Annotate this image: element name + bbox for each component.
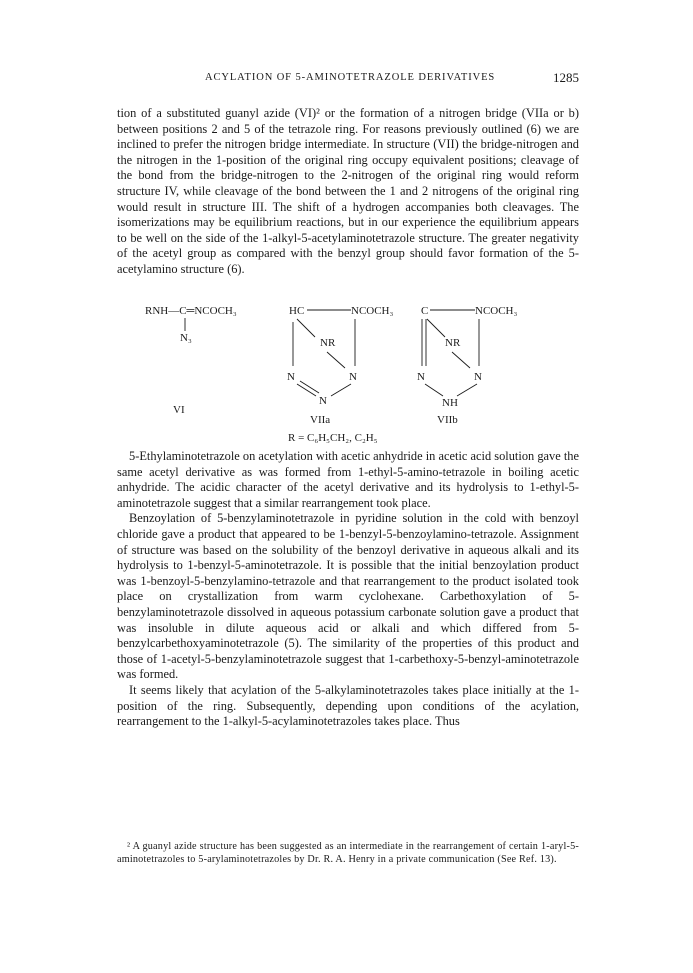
paragraph-3: Benzoylation of 5-benzylaminotetrazole in pyridine solution in the cold with benzoyl chloride gave a product that appeared to be 1-benzyl-5-benzoylamino-tetrazole. Assignment of structure was based on the solubility of the benzoyl derivative in aqueous alkali and its hydrolysis to 1-benzyl-5-aminotetrazole. It is possible that the initial benzoylation product was 1-benzoyl-5-benzylamino-tetrazole and that rearrangement to the product isolated took place on crystallization from warm cyclohexane. Carbethoxylation of 5-benzylaminotetrazole dissolved in aqueous potassium carbonate solution gave a product that was insoluble in dilute aqueous acid or alkali and which differed from 5-benzylcarbethoxyaminotetrazole (5). The similarity of the properties of this product and those of 1-acetyl-5-benzylaminotetrazole suggest that 1-carbethoxy-5-benzyl-aminotetrazole was formed.	[117, 511, 579, 682]
viia-bond-nr-n	[327, 352, 345, 368]
viia-bond-r	[331, 384, 351, 396]
viib-bond-l	[425, 384, 443, 396]
vi-n3: N₃	[180, 332, 192, 344]
viib-n-right: N	[474, 371, 482, 383]
page-number: 1285	[553, 70, 579, 85]
viib-ncoch3: NCOCH₃	[475, 305, 518, 317]
page-header	[117, 70, 579, 88]
viia-ncoch3: NCOCH₃	[351, 305, 394, 317]
viia-hc: HC	[289, 305, 305, 317]
viia-label: VIIa	[310, 414, 331, 426]
paragraph-1	[117, 106, 579, 278]
viia-bond-l2	[300, 381, 319, 393]
viib-label: VIIb	[437, 414, 458, 426]
structures-svg	[117, 300, 579, 450]
viib-bond-nr-n	[452, 352, 470, 368]
viia-n-bottom: N	[319, 395, 327, 407]
viia-bond-hc-nr	[297, 319, 315, 337]
structure-vi	[145, 305, 237, 416]
viia-bond-l1	[297, 384, 316, 396]
r-definition: R = C₆H₅CH₂, C₂H₅	[288, 432, 378, 444]
structure-figure	[117, 300, 579, 450]
vi-chain: RNH—C═NCOCH₃	[145, 305, 237, 317]
viia-n-left: N	[287, 371, 295, 383]
paragraph-4: It seems likely that acylation of the 5-alkylaminotetrazoles takes place initially at the 1-position of the ring. Subsequently, depending upon conditions of the acylation, rearrangement to the 1-alkyl-5-acylaminotetrazoles takes place. Thus	[117, 682, 579, 729]
viib-nh: NH	[442, 397, 458, 409]
paragraph-1-text: tion of a substituted guanyl azide (VI)² or the formation of a nitrogen bridge (VIIa or b) between positions 2 and 5 of the tetrazole ring. For reasons previously outlined (6) we are inclined to prefer the nitrogen bridge intermediate. In structure (VII) the bridge-nitrogen and the nitrogen in the 1-position of the original ring occupy equivalent positions; cleavage of the bond from the bridge-nitrogen to the 2-nitrogen of the original ring would reform structure IV, while cleavage of the bond between the 1 and 2 nitrogens of the original ring would result in structure III. The shift of a hydrogen accompanies both cleavages. The isomerizations may be equilibrium reactions, but in our experience the equilibrium appears to be well on the side of the 1-alkyl-5-acetylaminotetrazole structure. The greater negativity of the acetyl group as compared with the benzyl group should favor formation of the 5-acetylamino structure (6).	[117, 106, 579, 276]
vi-label: VI	[173, 404, 185, 416]
structure-viia	[287, 305, 394, 426]
structure-viib	[417, 305, 518, 426]
viib-c: C	[421, 305, 429, 317]
viib-bond-c-nr	[427, 319, 445, 337]
viib-nr: NR	[445, 337, 461, 349]
paragraphs-2-4	[117, 449, 579, 730]
footnote	[117, 840, 579, 866]
viia-nr: NR	[320, 337, 336, 349]
viib-bond-r	[457, 384, 477, 396]
viib-n-left: N	[417, 371, 425, 383]
paragraph-2: 5-Ethylaminotetrazole on acetylation with acetic anhydride in acetic acid solution gave the same acetyl derivative as was formed from 1-ethyl-5-amino-tetrazole in boiling acetic anhydride. The acidic character of the acetyl derivative and its hydrolysis to 1-ethyl-5-aminotetrazole suggest that a similar rearrangement took place.	[117, 449, 579, 510]
viia-n-right: N	[349, 371, 357, 383]
running-head: ACYLATION OF 5-AMINOTETRAZOLE DERIVATIVES	[205, 72, 496, 83]
footnote-text: ² A guanyl azide structure has been suggested as an intermediate in the rearrangement of certain 1-aryl-5-aminotetrazoles to 5-arylaminotetrazoles by Dr. R. A. Henry in a private communication (See Ref. 13).	[117, 841, 579, 866]
